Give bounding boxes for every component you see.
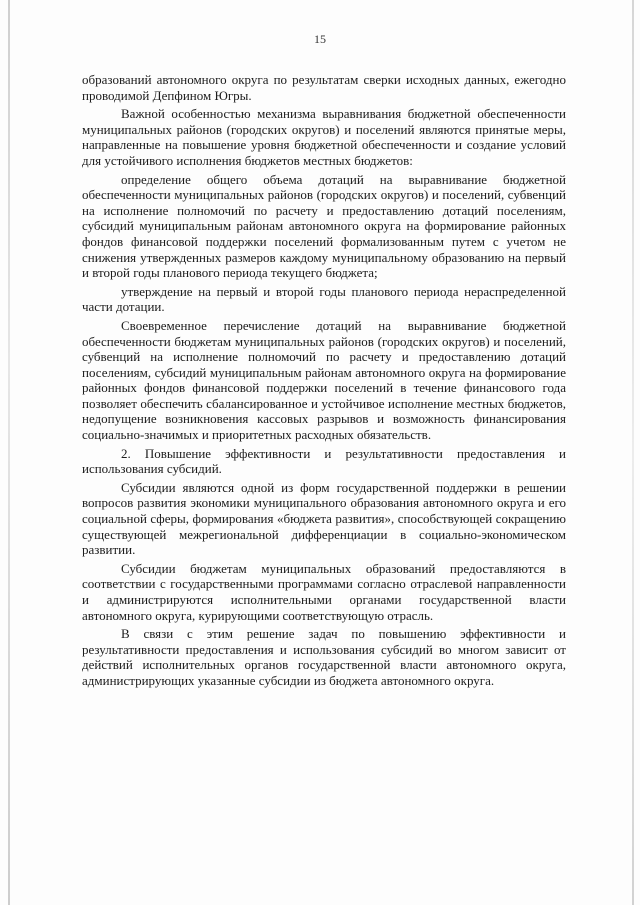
paragraph: Важной особенностью механизма выравнивания бюджетной обеспеченности муниципальных районов (городских округов) и поселений являются принятые меры, направленные на повышение уровня бюджетной обеспеченности и создание условий для устойчивого исполнения бюджетов местных бюджетов: xyxy=(82,106,566,168)
paragraph: утверждение на первый и второй годы планового периода нераспределенной части дотации. xyxy=(82,283,566,315)
scan-edge-left xyxy=(8,0,10,905)
paragraph: образований автономного округа по результатам сверки исходных данных, ежегодно проводимой Депфином Югры. xyxy=(82,72,566,103)
paragraph: Субсидии являются одной из форм государственной поддержки в решении вопросов развития экономики муниципального образования автономного округа и его социальной сферы, формирования «бюджета развития», способствующей сокращению существующей межрегиональной дифференциации в социально-экономическом развитии. xyxy=(82,479,566,558)
section-heading: 2. Повышение эффективности и результативности предоставления и использования субсидий. xyxy=(82,445,566,477)
page-number: 15 xyxy=(314,32,326,46)
paragraph: Своевременное перечисление дотаций на выравнивание бюджетной обеспеченности бюджетам муниципальных районов (городских округов) и поселений, субвенций на исполнение полномочий по расчету и предоставлению дотаций поселениям, субсидий муниципальным районам автономного округа на формирование районных фондов финансовой поддержки поселений в течение финансового года позволяет обеспечить сбалансированное и устойчивое исполнение местных бюджетов, недопущение возникновения кассовых разрывов и возможность финансирования социально-значимых и приоритетных расходных обязательств. xyxy=(82,317,566,443)
paragraph: определение общего объема дотаций на выравнивание бюджетной обеспеченности муниципальных районов (городских округов) и поселений, субвенций на исполнение полномочий по расчету и предоставлению дотаций поселениям, субсидий муниципальным районам автономного округа на формирование районных фондов финансовой поддержки поселений формализованным путем с учетом не снижения утвержденных размеров каждому муниципальному образованию на первый и второй годы планового периода текущего бюджета; xyxy=(82,171,566,281)
paragraph: В связи с этим решение задач по повышению эффективности и результативности предоставления и использования субсидий во многом зависит от действий исполнительных органов государственной власти автономного округа, администрирующих указанные субсидии из бюджета автономного округа. xyxy=(82,626,566,688)
document-body xyxy=(82,72,566,692)
paragraph: Субсидии бюджетам муниципальных образований предоставляются в соответствии с государственными программами согласно отраслевой направленности и администрируются исполнительными органами государственной власти автономного округа, курирующими соответствующую отрасль. xyxy=(82,560,566,623)
scan-edge-right xyxy=(632,0,634,905)
